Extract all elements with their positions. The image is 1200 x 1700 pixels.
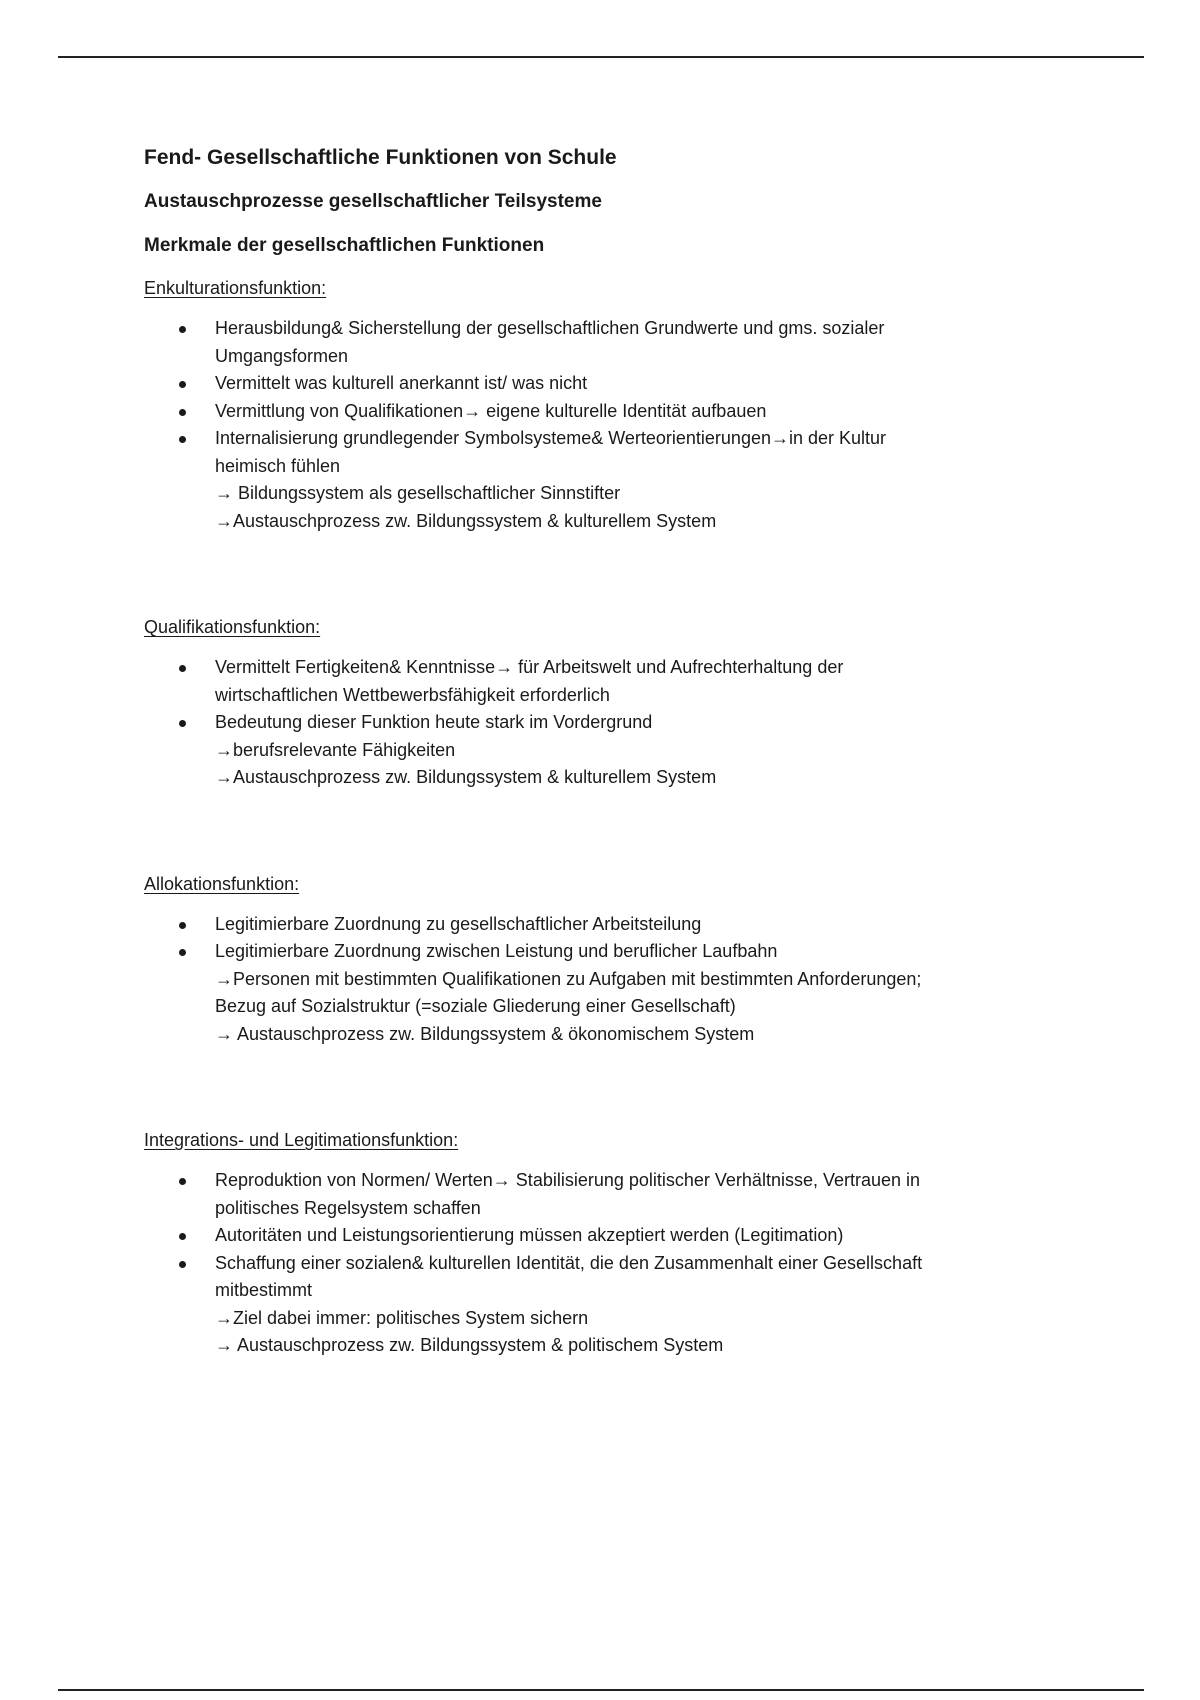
bullet-text-line: politisches Regelsystem schaffen [215, 1197, 481, 1218]
section-heading: Integrations- und Legitimationsfunktion: [144, 1130, 459, 1150]
section-spacer [144, 792, 1064, 871]
bullet-dot-icon [179, 665, 186, 672]
bullet-text-line: →Ziel dabei immer: politisches System sichern [215, 1307, 589, 1328]
section-heading: Enkulturationsfunktion: [144, 278, 327, 298]
bullet-item [144, 1250, 1064, 1360]
bullet-item [144, 425, 1064, 535]
section-enkulturation [144, 275, 1064, 535]
bullet-text-line: Autoritäten und Leistungsorientierung müssen akzeptiert werden (Legitimation) [215, 1225, 844, 1245]
document-title: Fend- Gesellschaftliche Funktionen von Schule [144, 146, 617, 169]
bullet-text-line: Umgangsformen [215, 345, 349, 366]
subheading-merkmale: Merkmale der gesellschaftlichen Funktionen [144, 235, 545, 256]
bullet-text-line: Bedeutung dieser Funktion heute stark im Vordergrund [215, 712, 653, 732]
bullet-item [144, 938, 1064, 1048]
bullet-text-line: Vermittelt Fertigkeiten& Kenntnisse→ für Arbeitswelt und Aufrechterhaltung der [215, 657, 844, 677]
sections-container [144, 275, 1064, 1360]
bullet-text-line: →Austauschprozess zw. Bildungssystem & kulturellem System [215, 510, 717, 531]
subheading-austauschprozesse: Austauschprozesse gesellschaftlicher Teilsysteme [144, 191, 602, 212]
bullet-dot-icon [179, 381, 186, 388]
bullet-text-line: → Austauschprozess zw. Bildungssystem & politischem System [215, 1335, 724, 1355]
bullet-dot-icon [179, 409, 186, 416]
bullet-dot-icon [179, 326, 186, 333]
bullet-text-line: → Bildungssystem als gesellschaftlicher Sinnstifter [215, 483, 621, 503]
bullet-dot-icon [179, 1233, 186, 1240]
bullet-item [144, 370, 1064, 398]
bullet-text-line: Herausbildung& Sicherstellung der gesellschaftlichen Grundwerte und gms. sozialer [215, 318, 885, 338]
bullet-list [144, 315, 1064, 535]
bullet-list [144, 1167, 1064, 1360]
bullet-text-line: Vermittelt was kulturell anerkannt ist/ was nicht [215, 373, 588, 393]
bullet-dot-icon [179, 720, 186, 727]
section-integration-legitimation [144, 1127, 1064, 1360]
bullet-dot-icon [179, 436, 186, 443]
bullet-list [144, 911, 1064, 1049]
bullet-text-line: →Personen mit bestimmten Qualifikationen zu Aufgaben mit bestimmten Anforderungen; [215, 968, 922, 989]
section-spacer [144, 535, 1064, 614]
bullet-text-line: Bezug auf Sozialstruktur (=soziale Gliederung einer Gesellschaft) [215, 996, 736, 1016]
section-allokation [144, 871, 1064, 1049]
bullet-text-line: wirtschaftlichen Wettbewerbsfähigkeit erforderlich [215, 684, 610, 705]
bullet-text-line: Internalisierung grundlegender Symbolsysteme& Werteorientierungen→in der Kultur [215, 428, 887, 448]
bullet-item [144, 398, 1064, 426]
bullet-dot-icon [179, 1178, 186, 1185]
bullet-dot-icon [179, 1261, 186, 1268]
bullet-item [144, 911, 1064, 939]
bullet-item [144, 654, 1064, 709]
bullet-text-line: →berufsrelevante Fähigkeiten [215, 739, 456, 760]
document-body [144, 143, 1064, 1360]
section-heading: Allokationsfunktion: [144, 873, 300, 894]
bullet-dot-icon [179, 949, 186, 956]
bullet-text-line: mitbestimmt [215, 1280, 313, 1300]
section-heading: Qualifikationsfunktion: [144, 617, 321, 637]
section-qualifikation [144, 614, 1064, 792]
bullet-item [144, 315, 1064, 370]
bullet-text-line: Reproduktion von Normen/ Werten→ Stabilisierung politischer Verhältnisse, Vertrauen in [215, 1170, 921, 1190]
bullet-text-line: → Austauschprozess zw. Bildungssystem & ökonomischem System [215, 1023, 755, 1044]
bullet-text-line: →Austauschprozess zw. Bildungssystem & kulturellem System [215, 767, 717, 787]
footer-rule [58, 1689, 1144, 1691]
bullet-text-line: heimisch fühlen [215, 455, 341, 476]
bullet-item [144, 1222, 1064, 1250]
section-spacer [144, 1048, 1064, 1127]
bullet-list [144, 654, 1064, 792]
bullet-text-line: Schaffung einer sozialen& kulturellen Identität, die den Zusammenhalt einer Gesellschaft [215, 1252, 923, 1273]
bullet-text-line: Legitimierbare Zuordnung zu gesellschaftlicher Arbeitsteilung [215, 913, 702, 934]
bullet-item [144, 709, 1064, 792]
bullet-text-line: Legitimierbare Zuordnung zwischen Leistung und beruflicher Laufbahn [215, 941, 778, 961]
bullet-item [144, 1167, 1064, 1222]
bullet-dot-icon [179, 922, 186, 929]
bullet-text-line: Vermittlung von Qualifikationen→ eigene kulturelle Identität aufbauen [215, 400, 767, 421]
header-rule [58, 56, 1144, 58]
